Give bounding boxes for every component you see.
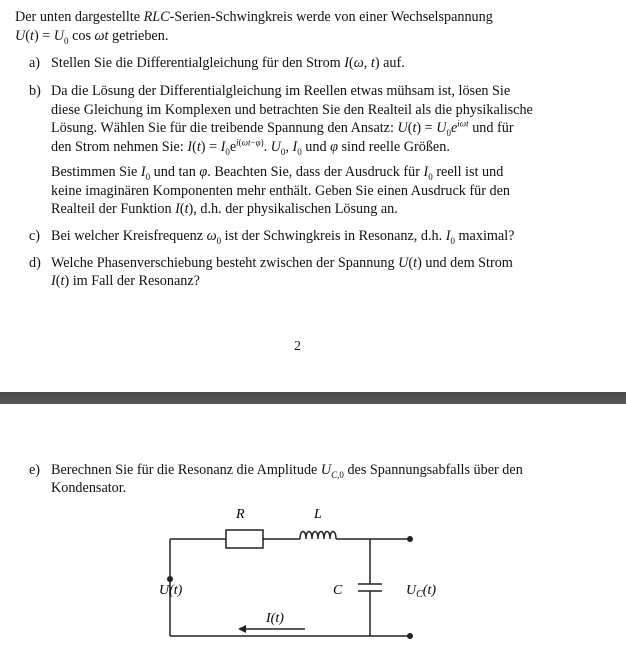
part-a-label: a) xyxy=(29,55,41,71)
output-node-top xyxy=(407,536,413,542)
part-b-line-2: diese Gleichung im Komplexen und betrachten Sie den Realteil als die physikalische xyxy=(51,102,533,118)
intro-line-1: Der unten dargestellte RLC-Serien-Schwingkreis werde von einer Wechselspannung xyxy=(15,9,493,25)
part-e-line-1: Berechnen Sie für die Resonanz die Amplitude $U_{C,0}$ des Spannungsabfalls über den xyxy=(51,462,523,480)
output-node-bottom xyxy=(407,633,413,639)
part-b-label: b) xyxy=(29,83,41,99)
part-b-line-1: Da die Lösung der Differentialgleichung im Reellen etwas mühsam ist, lösen Sie xyxy=(51,83,511,99)
part-b-line-6: keine imaginären Komponenten mehr enthält. Geben Sie einen Ausdruck für den xyxy=(51,183,510,199)
part-e-label: e) xyxy=(29,462,41,478)
label-current: I(t) xyxy=(266,611,284,626)
part-d-line-2: I(t) im Fall der Resonanz? xyxy=(51,273,200,289)
label-source: U(t) xyxy=(159,583,183,598)
page-separator xyxy=(0,392,626,404)
label-C: C xyxy=(333,583,343,598)
part-b-line-7: Realteil der Funktion I(t), d.h. der physikalischen Lösung an. xyxy=(51,201,398,217)
part-a-text: Stellen Sie die Differentialgleichung für den Strom I(ω, t) auf. xyxy=(51,55,405,71)
part-e-line-2: Kondensator. xyxy=(51,480,127,496)
label-cap-voltage: $U_C(t)$ xyxy=(406,583,437,600)
resistor xyxy=(226,530,263,548)
source-node xyxy=(167,576,173,582)
page-2 xyxy=(0,404,626,666)
part-d-label: d) xyxy=(29,255,41,271)
intro-line-2: $U(t) = U_0$ cos ωt getrieben. xyxy=(15,28,169,46)
part-b-line-3: Lösung. Wählen Sie für die treibende Spannung den Ansatz: $U(t) = U_0e^{i\omega t}$ und für xyxy=(51,118,514,138)
part-c-text: Bei welcher Kreisfrequenz $\omega_0$ ist der Schwingkreis in Resonanz, d.h. $I_0$ maximal? xyxy=(51,228,515,246)
label-R: R xyxy=(236,507,245,522)
page-number: 2 xyxy=(294,339,301,354)
part-c-label: c) xyxy=(29,228,41,244)
inductor xyxy=(300,532,336,540)
label-L: L xyxy=(314,507,322,522)
part-b-line-5: Bestimmen Sie $I_0$ und tan φ. Beachten Sie, dass der Ausdruck für $I_0$ reell ist und xyxy=(51,164,504,182)
rlc-circuit-diagram xyxy=(0,404,626,666)
part-d-line-1: Welche Phasenverschiebung besteht zwischen der Spannung U(t) und dem Strom xyxy=(51,255,513,271)
part-b-line-4: den Strom nehmen Sie: $I(t) = I_0e^{i(\omega t-\varphi)}$. $U_0$, $I_0$ und φ sind reelle Größen. xyxy=(51,137,450,157)
current-arrow-icon xyxy=(238,625,246,633)
